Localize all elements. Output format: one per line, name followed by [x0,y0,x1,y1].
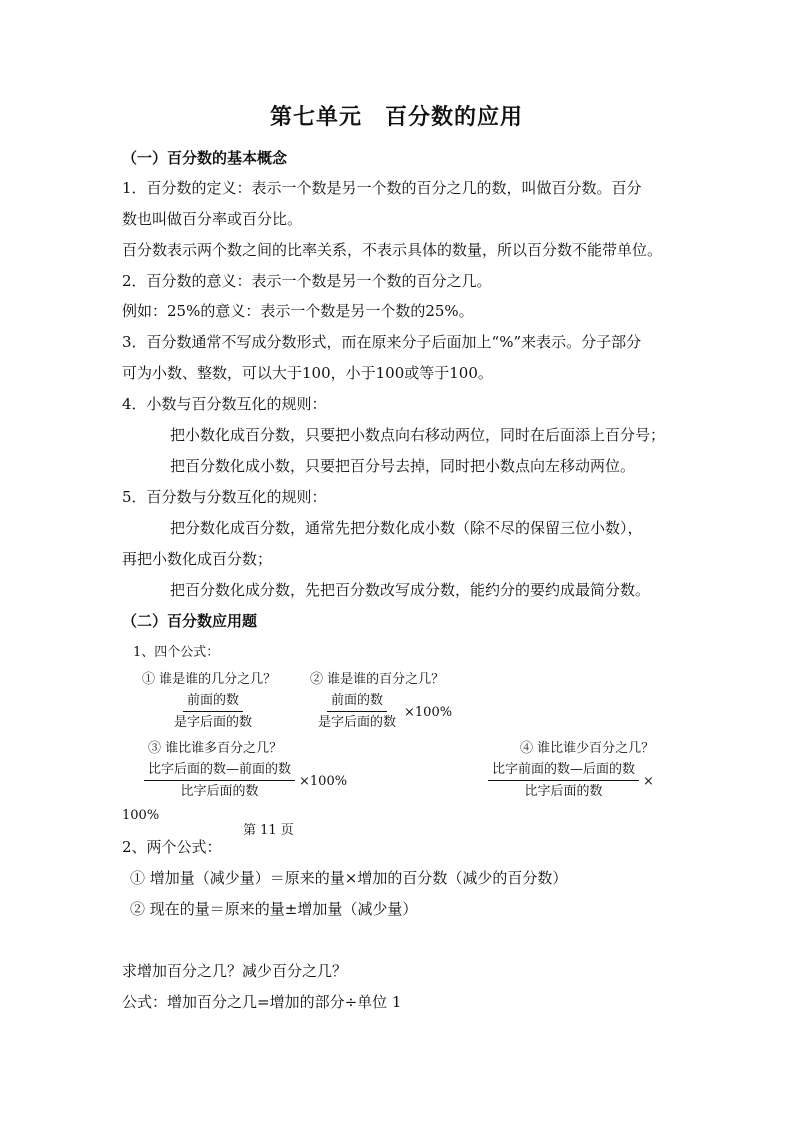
definition-line-1: 1．百分数的定义：表示一个数是另一个数的百分之几的数，叫做百分数。百分 [122,179,642,197]
formula-3-denominator: 比字后面的数 [180,784,259,799]
section-1-heading: （一）百分数的基本概念 [122,149,288,167]
formula-2-label: ② 谁是谁的百分之几？ [310,672,445,687]
formula-2-multiplier: ×100% [404,704,453,720]
formula-1-label: ① 谁是谁的几分之几？ [142,672,277,687]
fraction-rule-heading: 5．百分数与分数互化的规则： [122,488,327,506]
page-title: 第七单元 百分数的应用 [269,104,523,130]
formula-1-denominator: 是字后面的数 [174,715,253,730]
formula-1-fraction [170,693,256,731]
fraction-rule-1-line-1: 把分数化成百分数，通常先把分数化成小数（除不尽的保留三位小数）， [170,519,643,537]
definition-line-2: 数也叫做百分率或百分比。 [122,210,303,228]
decimal-rule-1: 把小数化成百分数，只要把小数点向右移动两位，同时在后面添上百分号； [170,426,666,444]
four-formulas-heading: 1、四个公式： [133,645,220,660]
decimal-rule-2: 把百分数化成小数，只要把百分号去掉，同时把小数点向左移动两位。 [170,457,636,475]
formula-2-numerator: 前面的数 [327,693,387,712]
formula-3-label: ③ 谁比谁多百分之几？ [148,741,283,756]
section-2-heading: （二）百分数应用题 [122,612,258,630]
definition-line-3: 百分数表示两个数之间的比率关系，不表示具体的数量，所以百分数不能带单位。 [122,241,663,259]
formula-4-denominator: 比字后面的数 [524,784,603,799]
formula-2-fraction [314,693,452,731]
question-line: 求增加百分之几？减少百分之几？ [122,962,348,980]
formula-1-numerator: 前面的数 [183,693,243,712]
formula-increase-amount: ① 增加量（减少量）＝原来的量×增加的百分数（减少的百分数） [130,869,568,887]
formula-3-numerator: 比字后面的数—前面的数 [144,762,295,781]
notation-line-1: 3．百分数通常不写成分数形式，而在原来分子后面加上“%”来表示。分子部分 [122,333,642,351]
notation-line-2: 可为小数、整数，可以大于100，小于100或等于100。 [122,364,493,382]
meaning-example: 例如：25%的意义：表示一个数是另一个数的25%。 [122,302,474,320]
page-number: 第 11 页 [243,823,294,838]
formula-3-multiplier: ×100% [299,773,348,789]
percent-increase-formula: 公式：增加百分之几=增加的部分÷单位 1 [122,993,402,1011]
formula-2-denominator: 是字后面的数 [318,715,397,730]
formula-3-fraction [144,762,347,800]
formula-4-multiplier-wrap: 100% [122,808,160,823]
formula-4-fraction [488,762,654,800]
formula-4-numerator: 比字前面的数—后面的数 [488,762,639,781]
formula-current-amount: ② 现在的量＝原来的量±增加量（减少量） [130,900,418,918]
formula-4-label: ④ 谁比谁少百分之几？ [520,741,655,756]
fraction-rule-1-line-2: 再把小数化成百分数； [122,550,273,568]
meaning-line: 2．百分数的意义：表示一个数是另一个数的百分之几。 [122,272,492,290]
decimal-rule-heading: 4．小数与百分数互化的规则： [122,395,327,413]
two-formulas-heading: 2、两个公式： [122,838,222,856]
fraction-rule-2: 把百分数化成分数，先把百分数改写成分数，能约分的要约成最简分数。 [170,581,651,599]
formula-4-multiplier: × [643,773,654,789]
